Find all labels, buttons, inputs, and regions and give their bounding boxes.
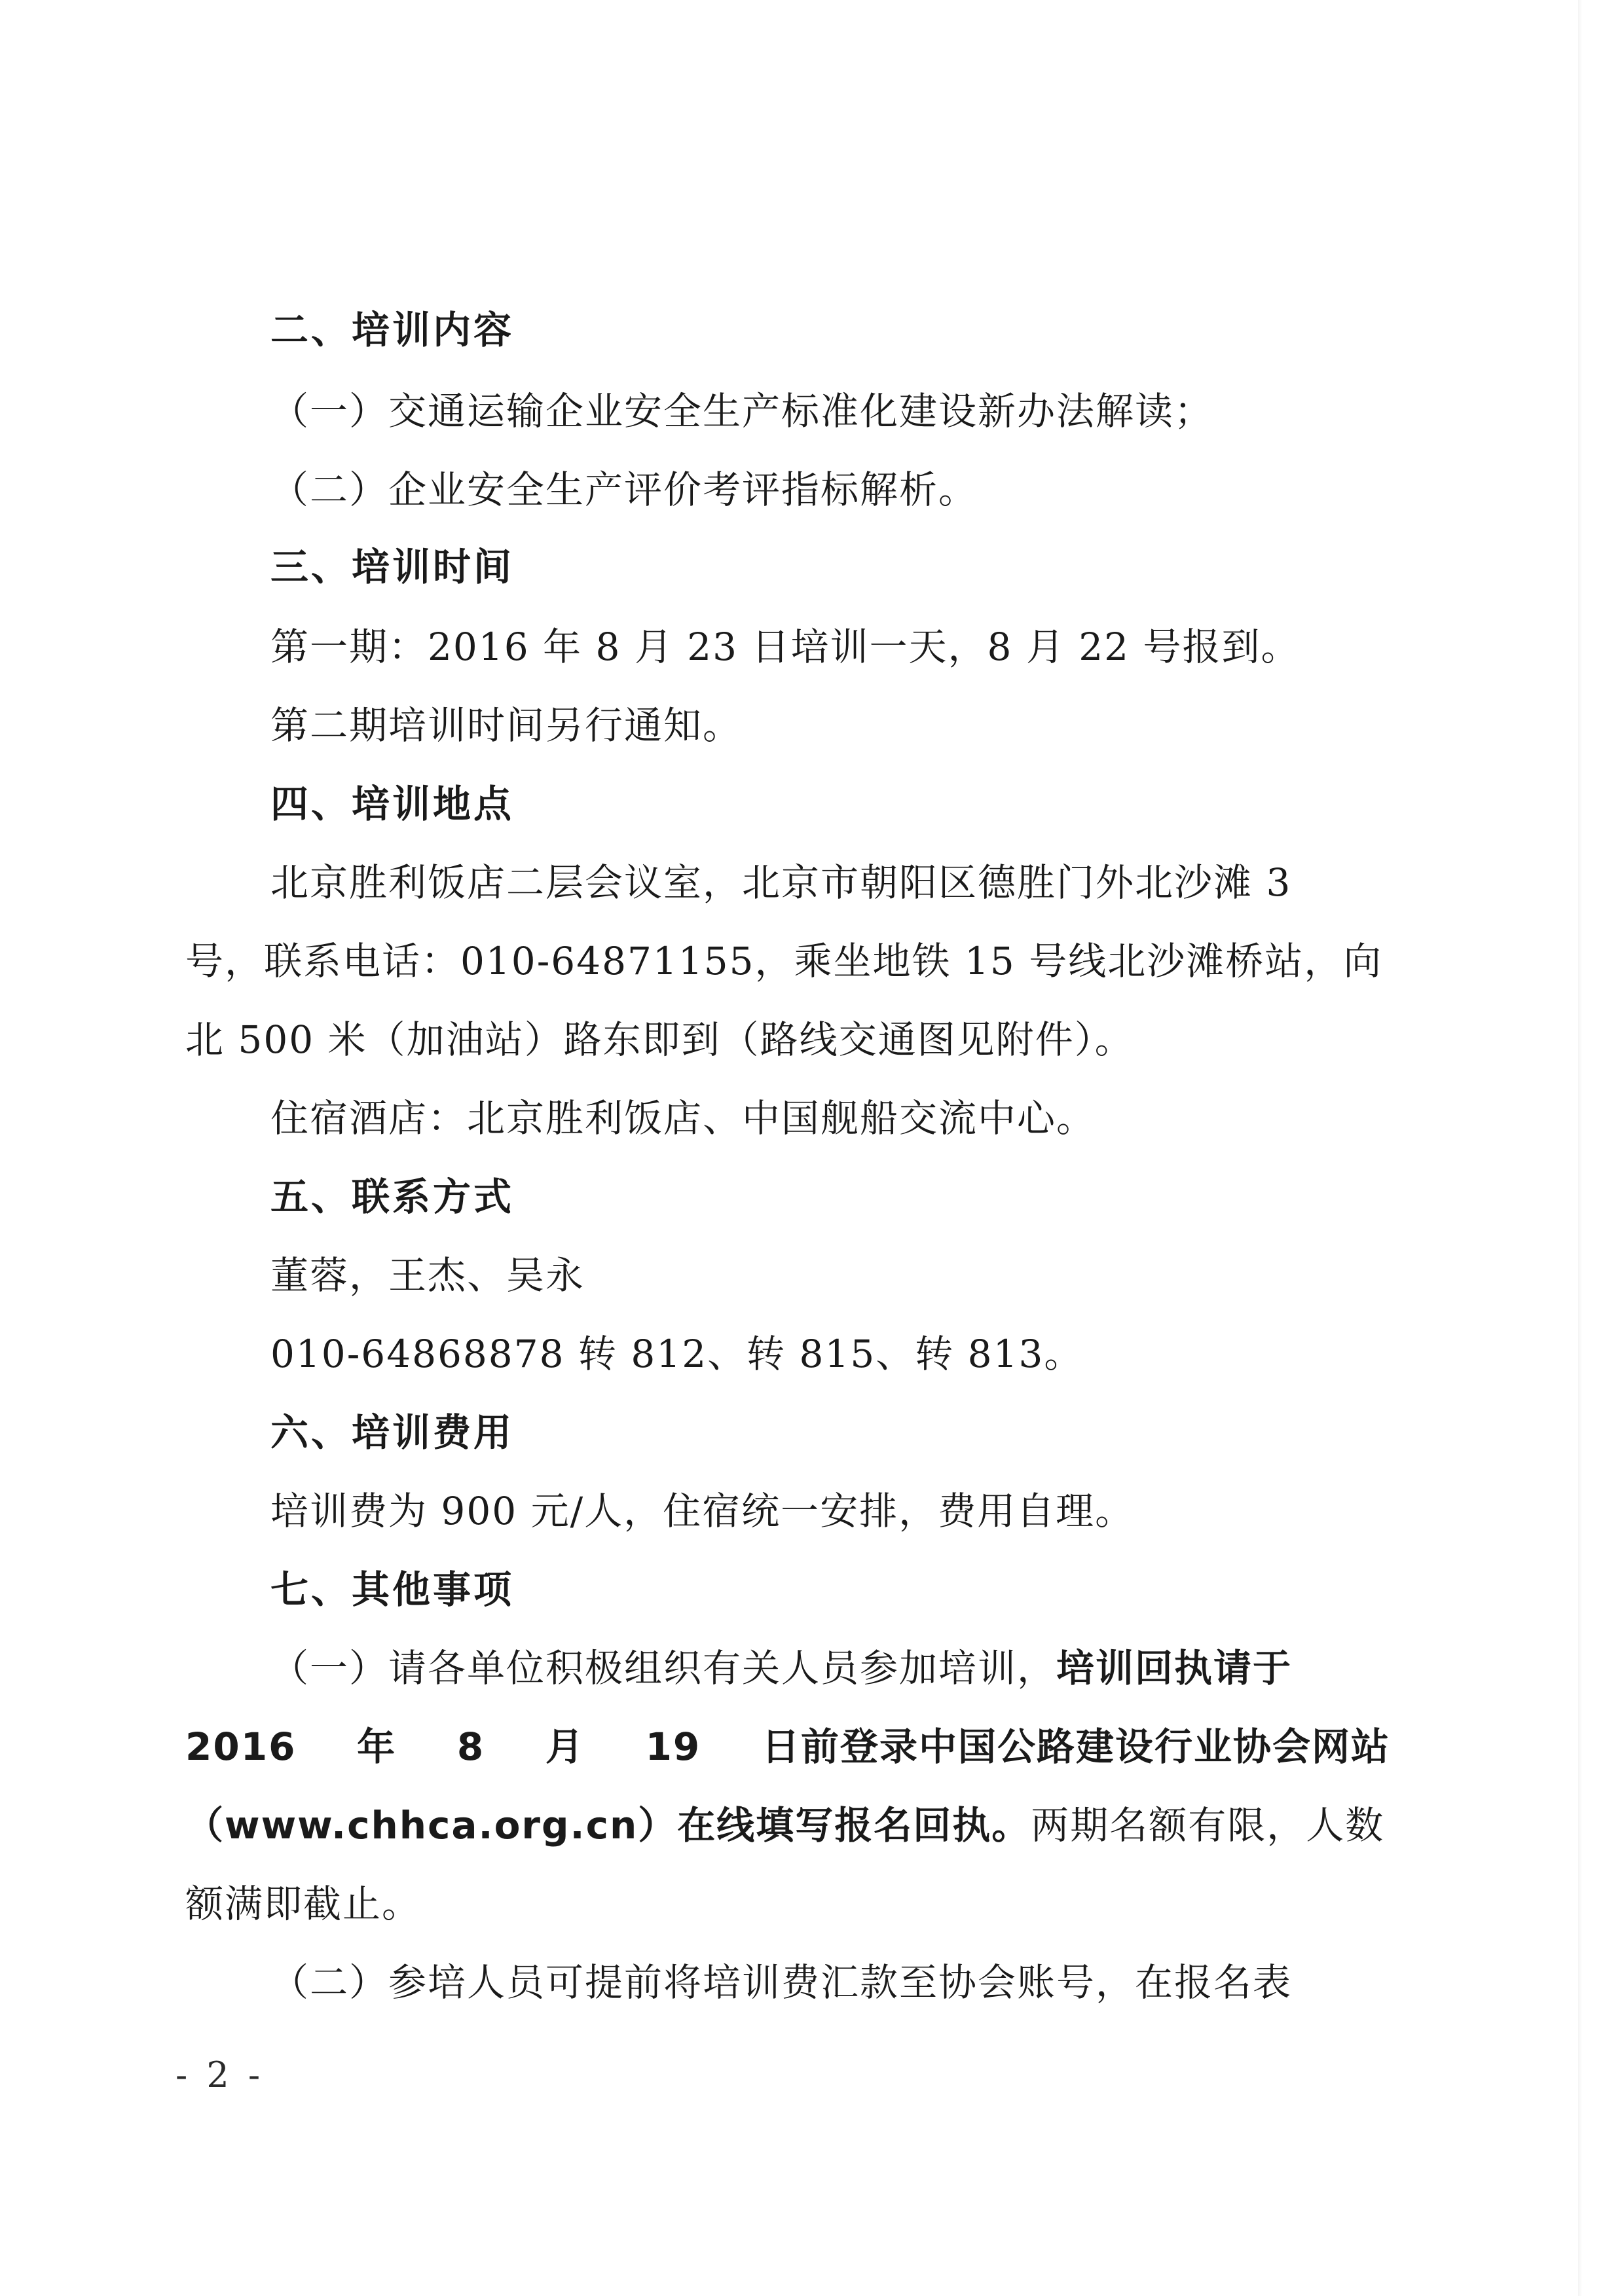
other-matters-item-1-line-1	[270, 1645, 1292, 1692]
deadline-rest: 日前登录中国公路建设行业协会网站	[761, 1724, 1390, 1769]
other-matters-item-1-line-3	[185, 1802, 1384, 1849]
training-fee-text: 培训费为 900 元/人，住宿统一安排，费用自理。	[270, 1489, 1135, 1533]
section-heading-training-content: 二、培训内容	[270, 308, 515, 352]
deadline-day: 19	[645, 1724, 701, 1769]
page-number: - 2 -	[175, 2054, 265, 2096]
other-matters-item-2-line-1: （二）参培人员可提前将培训费汇款至协会账号，在报名表	[270, 1960, 1293, 2005]
other-matters-item-1-quota: 两期名额有限，人数	[1031, 1803, 1385, 1848]
scan-edge	[1578, 0, 1582, 2296]
section-heading-contact: 五、联系方式	[270, 1175, 515, 1219]
deadline-month-unit: 月	[545, 1724, 585, 1769]
location-address-line-3: 北 500 米（加油站）路东即到（路线交通图见附件）。	[185, 1017, 1134, 1062]
training-time-phase-2: 第二期培训时间另行通知。	[270, 703, 743, 748]
training-content-item-2: （二）企业安全生产评价考评指标解析。	[270, 467, 978, 512]
section-heading-training-fee: 六、培训费用	[270, 1410, 515, 1455]
training-time-phase-1: 第一期：2016 年 8 月 23 日培训一天，8 月 22 号报到。	[270, 625, 1301, 669]
contact-names: 董蓉，王杰、吴永	[270, 1253, 585, 1298]
location-address-line-2: 号，联系电话：010-64871155，乘坐地铁 15 号线北沙滩桥站，向	[185, 939, 1383, 983]
section-heading-training-time: 三、培训时间	[270, 545, 515, 589]
deadline-month: 8	[456, 1724, 485, 1769]
training-content-item-1: （一）交通运输企业安全生产标准化建设新办法解读；	[270, 389, 1214, 433]
other-matters-item-1-prefix: （一）请各单位积极组织有关人员参加培训，	[270, 1646, 1057, 1690]
deadline-year: 2016	[185, 1724, 297, 1769]
location-address-line-1: 北京胜利饭店二层会议室，北京市朝阳区德胜门外北沙滩 3	[270, 860, 1292, 905]
website-registration-link: （www.chhca.org.cn）在线填写报名回执。	[185, 1803, 1031, 1848]
location-hotel: 住宿酒店：北京胜利饭店、中国舰船交流中心。	[270, 1096, 1096, 1140]
contact-phone: 010-64868878 转 812、转 815、转 813。	[270, 1332, 1084, 1376]
section-heading-other-matters: 七、其他事项	[270, 1567, 515, 1612]
other-matters-item-1-line-4: 额满即截止。	[185, 1882, 422, 1926]
other-matters-item-1-bold-start: 培训回执请于	[1056, 1646, 1293, 1690]
section-heading-training-location: 四、培训地点	[270, 782, 515, 826]
other-matters-item-1-line-2	[185, 1723, 1390, 1770]
deadline-year-unit: 年	[357, 1724, 397, 1769]
